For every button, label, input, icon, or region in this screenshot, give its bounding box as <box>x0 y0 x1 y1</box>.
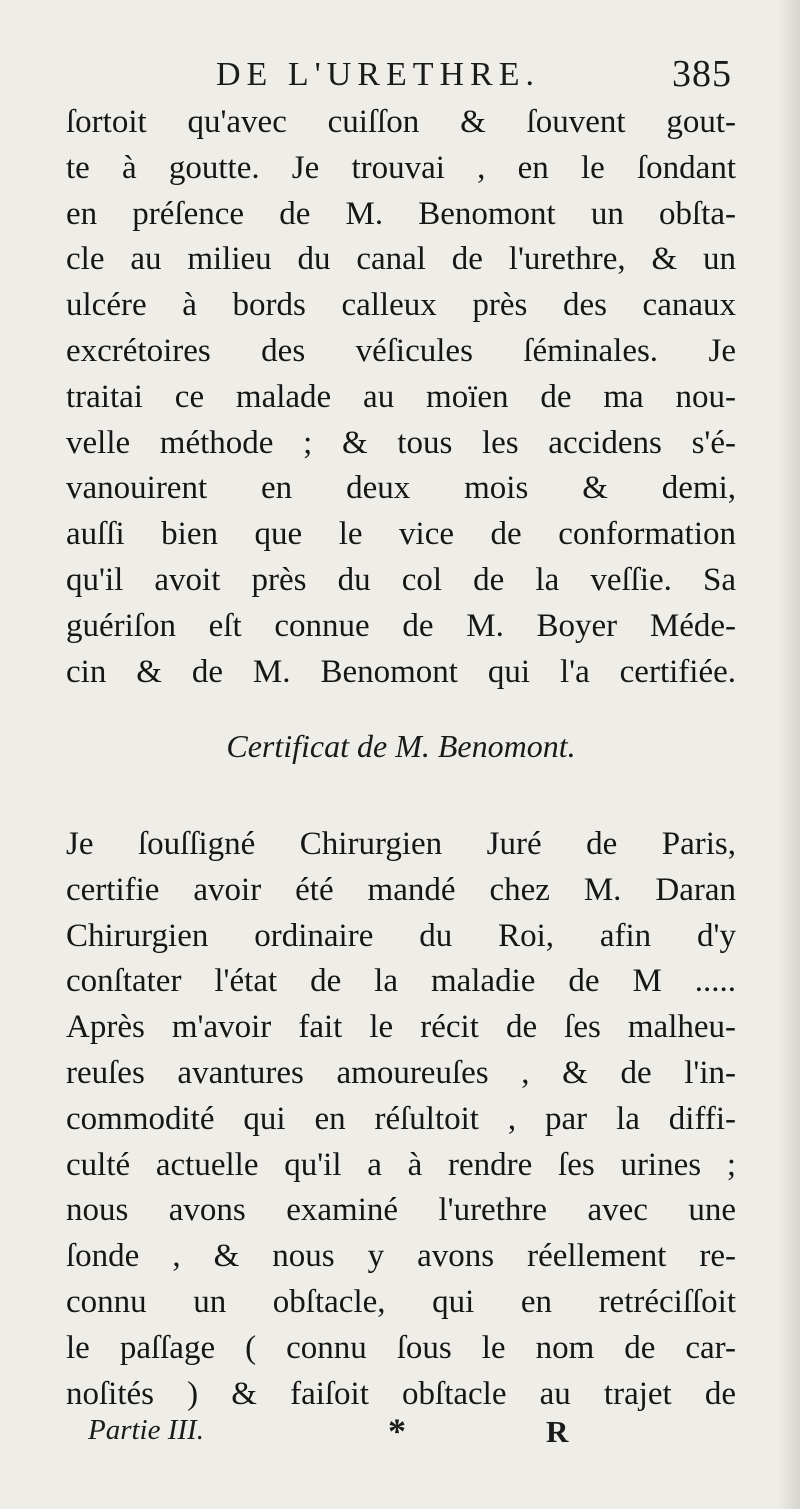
text-line: excrétoires des véſicules ſéminales. Je <box>66 332 736 369</box>
text-line: certifie avoir été mandé chez M. Daran <box>66 871 736 908</box>
text-line: ulcére à bords calleux près des canaux <box>66 287 736 324</box>
text-line: conſtater l'état de la maladie de M ..... <box>66 963 736 1000</box>
text-line: nous avons examiné l'urethre avec une <box>66 1192 736 1229</box>
paragraph-certificate <box>66 822 736 1417</box>
text-line: velle méthode ; & tous les accidens s'é- <box>66 424 736 461</box>
text-line: en préſence de M. Benomont un obſta- <box>66 195 736 232</box>
page-edge-shadow <box>778 0 800 1509</box>
text-line: commodité qui en réſultoit , par la diffi- <box>66 1100 736 1137</box>
text-line: noſités ) & faiſoit obſtacle au trajet de <box>66 1375 736 1412</box>
text-line: cin & de M. Benomont qui l'a certifiée. <box>66 653 736 690</box>
text-line: reuſes avantures amoureuſes , & de l'in- <box>66 1054 736 1091</box>
text-line: Chirurgien ordinaire du Roi, afin d'y <box>66 917 736 954</box>
text-line: ſonde , & nous y avons réellement re- <box>66 1238 736 1275</box>
text-line: cle au milieu du canal de l'urethre, & un <box>66 241 736 278</box>
paragraph-observation <box>66 100 736 695</box>
page-footer <box>88 1411 728 1460</box>
signature-letter: R <box>546 1414 569 1449</box>
text-line: vanouirent en deux mois & demi, <box>66 470 736 507</box>
text-line: ſortoit qu'avec cuiſſon & ſouvent gout- <box>66 104 736 140</box>
text-line: te à goutte. Je trouvai , en le ſondant <box>66 149 736 186</box>
text-line: le paſſage ( connu ſous le nom de car- <box>66 1329 736 1366</box>
signature-part-label: Partie III. <box>88 1414 204 1446</box>
text-line: traitai ce malade au moïen de ma nou- <box>66 378 736 415</box>
text-line: Après m'avoir fait le récit de ſes malheu- <box>66 1009 736 1046</box>
text-line: qu'il avoit près du col de la veſſie. Sa <box>66 561 736 598</box>
text-line: connu un obſtacle, qui en retréciſſoit <box>66 1283 736 1320</box>
text-line: culté actuelle qu'il a à rendre ſes urines ; <box>66 1146 736 1183</box>
certificate-title: Certificat de M. Benomont. <box>226 728 576 764</box>
text-line: Je ſouſſigné Chirurgien Juré de Paris, <box>66 826 736 862</box>
page-header <box>66 52 736 102</box>
page-number: 385 <box>672 53 732 95</box>
text-line: guériſon eſt connue de M. Boyer Méde- <box>66 607 736 644</box>
running-head: DE L'URETHRE. <box>216 56 540 93</box>
signature-asterisk: * <box>388 1411 406 1451</box>
text-line: auſſi bien que le vice de conformation <box>66 516 736 553</box>
